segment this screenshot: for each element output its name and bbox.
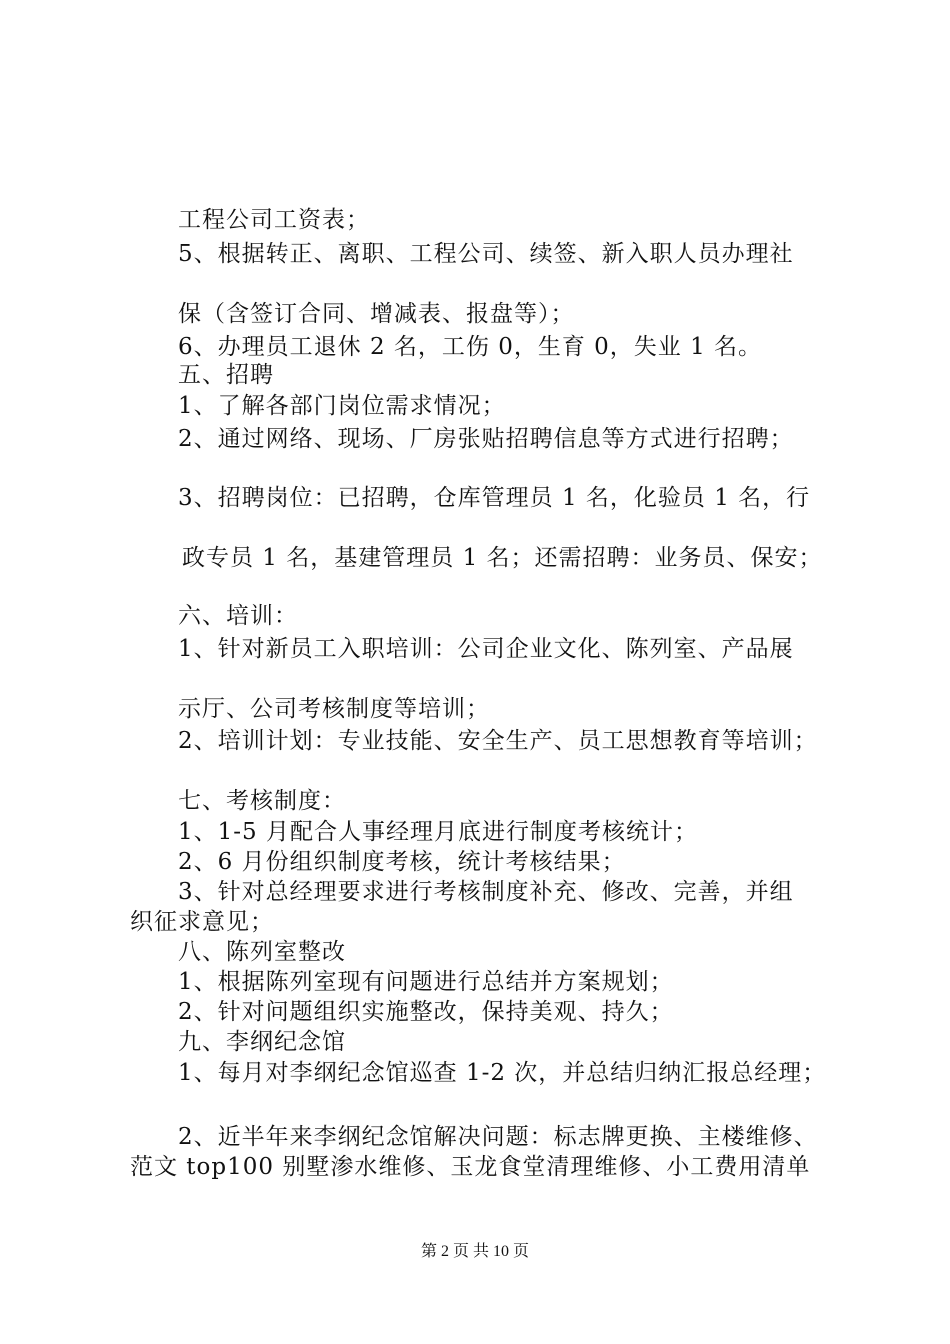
section-heading: 七、考核制度： (178, 788, 346, 814)
page-number-footer: 第 2 页 共 10 页 (420, 1243, 529, 1260)
text-line: 2、培训计划：专业技能、安全生产、员工思想教育等培训； (178, 728, 818, 754)
section-heading: 六、培训： (178, 603, 298, 629)
text-line: 1、每月对李纲纪念馆巡查 1-2 次，并总结归纳汇报总经理； (178, 1060, 827, 1086)
text-line: 工程公司工资表； (178, 207, 370, 233)
text-line: 1、1-5 月配合人事经理月底进行制度考核统计； (178, 819, 698, 845)
text-line: 保（含签订合同、增减表、报盘等）； (178, 301, 575, 327)
text-line: 示厅、公司考核制度等培训； (178, 696, 490, 722)
text-line: 政专员 1 名，基建管理员 1 名；还需招聘：业务员、保安； (182, 545, 823, 571)
text-line: 2、通过网络、现场、厂房张贴招聘信息等方式进行招聘； (178, 426, 794, 452)
text-line: 1、根据陈列室现有问题进行总结并方案规划； (178, 969, 674, 995)
text-line: 5、根据转正、离职、工程公司、续签、新入职人员办理社 (178, 241, 794, 267)
text-line: 2、近半年来李纲纪念馆解决问题：标志牌更换、主楼维修、 (178, 1124, 818, 1150)
text-line: 2、针对问题组织实施整改，保持美观、持久； (178, 999, 674, 1025)
section-heading: 八、陈列室整改 (178, 939, 346, 965)
text-line: 3、招聘岗位：已招聘，仓库管理员 1 名，化验员 1 名，行 (178, 485, 811, 511)
section-heading: 九、李纲纪念馆 (178, 1029, 346, 1055)
text-line: 织征求意见； (130, 909, 274, 935)
text-line: 1、了解各部门岗位需求情况； (178, 393, 506, 419)
text-line: 6、办理员工退休 2 名，工伤 0，生育 0，失业 1 名。 (178, 334, 763, 360)
text-line: 范文 top100 别墅渗水维修、玉龙食堂清理维修、小工费用清单 (130, 1154, 811, 1180)
text-line: 3、针对总经理要求进行考核制度补充、修改、完善，并组 (178, 879, 794, 905)
section-heading: 五、招聘 (178, 362, 274, 388)
text-line: 2、6 月份组织制度考核，统计考核结果； (178, 849, 626, 875)
text-line: 1、针对新员工入职培训：公司企业文化、陈列室、产品展 (178, 636, 794, 662)
